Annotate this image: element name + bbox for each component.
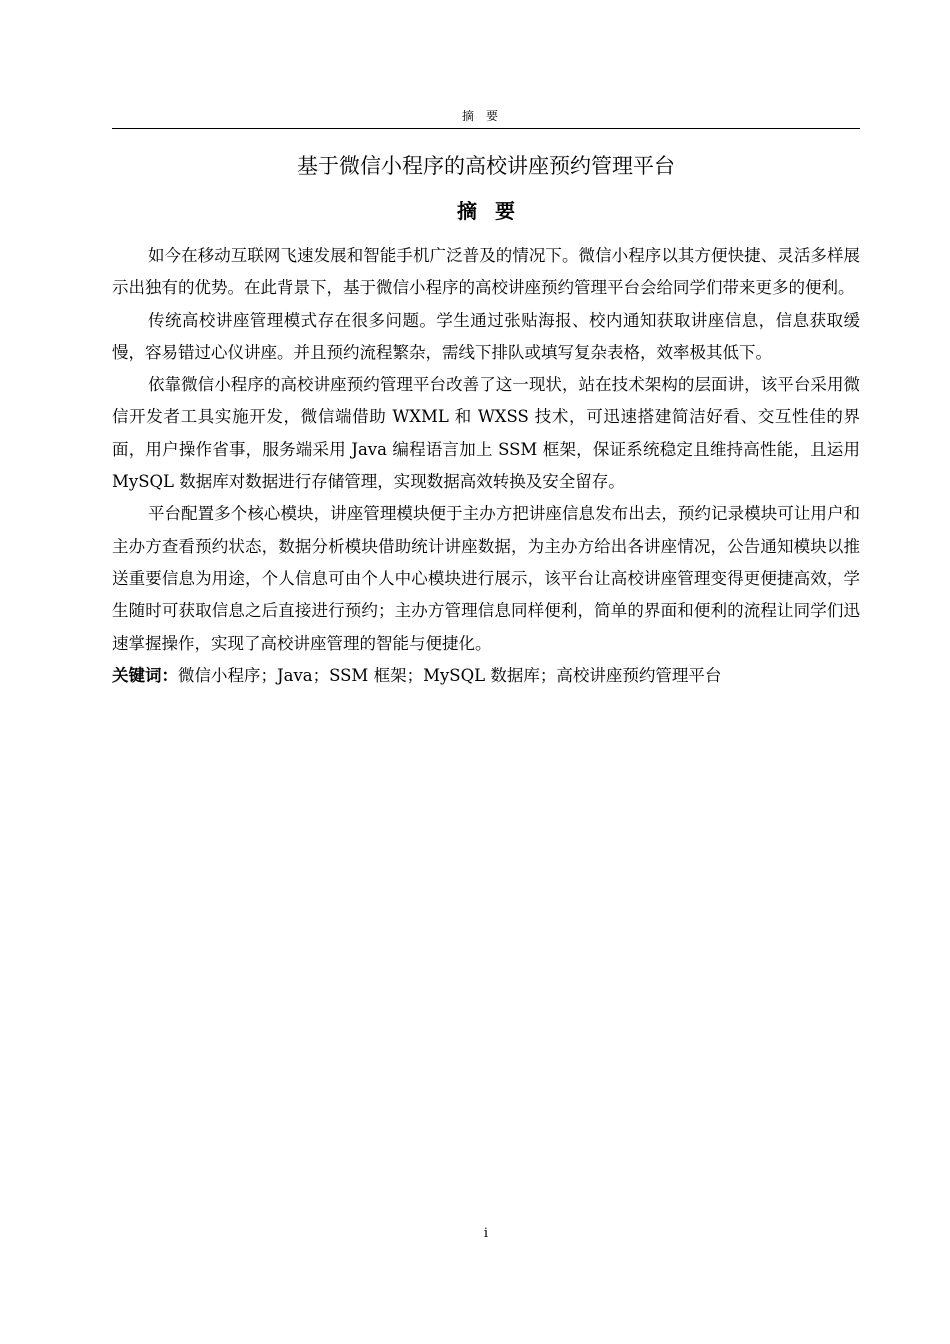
header-rule <box>112 128 860 129</box>
document-title: 基于微信小程序的高校讲座预约管理平台 <box>297 154 675 178</box>
keywords-line <box>112 660 860 692</box>
keywords-text: 微信小程序；Java；SSM 框架；MySQL 数据库；高校讲座预约管理平台 <box>178 665 722 685</box>
abstract-paragraph: 如今在移动互联网飞速发展和智能手机广泛普及的情况下。微信小程序以其方便快捷、灵活多样展示出独有的优势。在此背景下，基于微信小程序的高校讲座预约管理平台会给同学们带来更多的便利。 <box>112 246 860 298</box>
abstract-paragraph: 依靠微信小程序的高校讲座预约管理平台改善了这一现状，站在技术架构的层面讲，该平台采用微信开发者工具实施开发，微信端借助 WXML 和 WXSS 技术，可迅速搭建简洁好看、交互性佳的界面，用户操作省事，服务端采用 Java 编程语言加上 SSM 框架，保证系统稳定且维持高性能，且运用 MySQL 数据库对数据进行存储管理，实现数据高效转换及安全留存。 <box>112 375 860 492</box>
abstract-heading: 摘要 <box>457 199 533 223</box>
running-header: 摘要 <box>461 109 510 123</box>
abstract-paragraph: 平台配置多个核心模块，讲座管理模块便于主办方把讲座信息发布出去，预约记录模块可让用户和主办方查看预约状态，数据分析模块借助统计讲座数据，为主办方给出各讲座情况，公告通知模块以推送重要信息为用途，个人信息可由个人中心模块进行展示，该平台让高校讲座管理变得更便捷高效，学生随时可获取信息之后直接进行预约；主办方管理信息同样便利，简单的界面和便利的流程让同学们迅速掌握操作，实现了高校讲座管理的智能与便捷化。 <box>112 504 860 653</box>
page-number: i <box>483 1226 489 1241</box>
abstract-body <box>112 240 860 692</box>
keywords-label: 关键词： <box>112 665 178 685</box>
abstract-paragraph: 传统高校讲座管理模式存在很多问题。学生通过张贴海报、校内通知获取讲座信息，信息获取缓慢，容易错过心仪讲座。并且预约流程繁杂，需线下排队或填写复杂表格，效率极其低下。 <box>112 310 860 362</box>
